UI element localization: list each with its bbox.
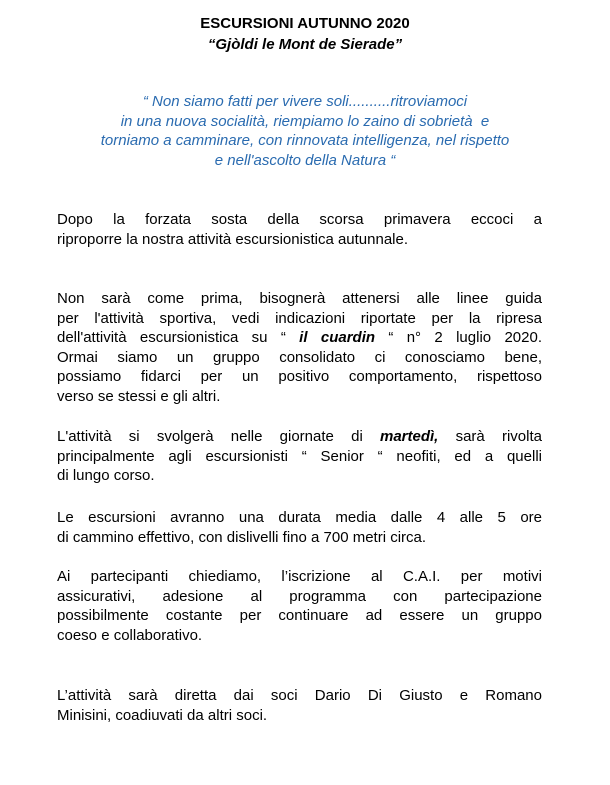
weekday-emphasis: martedì,: [380, 428, 439, 445]
paragraph-line: Ai partecipanti chiediamo, l’iscrizione al C.A.I. per motivi: [57, 568, 542, 585]
paragraph-line: riproporre la nostra attività escursionistica autunnale.: [57, 230, 409, 248]
paragraph-line: di lungo corso.: [57, 467, 155, 484]
paragraph-guidelines: [57, 289, 542, 406]
paragraph-duration: [57, 508, 542, 547]
quote-line: torniamo a camminare, con rinnovata intelligenza, nel rispetto: [100, 132, 510, 149]
paragraph-registration: [57, 567, 542, 645]
paragraph-schedule: [57, 427, 542, 486]
paragraph-line: L’attività sarà diretta dai soci Dario Di Giusto e Romano: [57, 687, 542, 704]
paragraph-leaders: [57, 686, 542, 725]
quote-line: e nell'ascolto della Natura “: [214, 151, 396, 169]
paragraph-line: per l'attività sportiva, vedi indicazioni riportate per la ripresa: [57, 309, 542, 327]
paragraph-line: principalmente agli escursionisti “ Senior “ neofiti, ed a quelli: [57, 447, 542, 465]
paragraph-line: [57, 427, 542, 447]
paragraph-line: Dopo la forzata sosta della scorsa primavera eccoci a: [57, 211, 542, 228]
paragraph-line: Le escursioni avranno una durata media dalle 4 alle 5 ore: [57, 509, 542, 526]
quote-line: “ Non siamo fatti per vivere soli..........ritroviamoci: [142, 93, 468, 110]
text-run: dell'attività escursionistica su “: [57, 329, 300, 346]
paragraph-line: possiamo fidarci per un positivo comportamento, rispettoso: [57, 368, 542, 385]
text-run: L'attività si svolgerà nelle giornate di: [57, 428, 380, 445]
paragraph-line: di cammino effettivo, con dislivelli fino a 700 metri circa.: [57, 528, 427, 546]
paragraph-line: Non sarà come prima, bisognerà attenersi alle linee guida: [57, 290, 542, 307]
publication-name: il cuardin: [299, 329, 376, 346]
paragraph-line: possibilmente costante per continuare ad essere un gruppo: [57, 607, 542, 624]
paragraph-intro: [57, 210, 542, 249]
text-run: sarà rivolta: [438, 428, 542, 445]
document-title: ESCURSIONI AUTUNNO 2020: [200, 15, 410, 32]
quote-line: in una nuova socialità, riempiamo lo zaino di sobrietà e: [120, 112, 490, 130]
paragraph-line: Minisini, coadiuvati da altri soci.: [57, 706, 268, 724]
text-run: “ n° 2 luglio 2020.: [375, 329, 542, 346]
opening-quote: [55, 92, 555, 170]
paragraph-line: assicurativi, adesione al programma con partecipazione: [57, 587, 542, 605]
document-subtitle: “Gjòldi le Mont de Sierade”: [207, 36, 403, 53]
paragraph-line: coeso e collaborativo.: [57, 626, 203, 644]
paragraph-line: Ormai siamo un gruppo consolidato ci conosciamo bene,: [57, 348, 542, 366]
paragraph-line: verso se stessi e gli altri.: [57, 387, 221, 405]
paragraph-line: [57, 328, 542, 348]
